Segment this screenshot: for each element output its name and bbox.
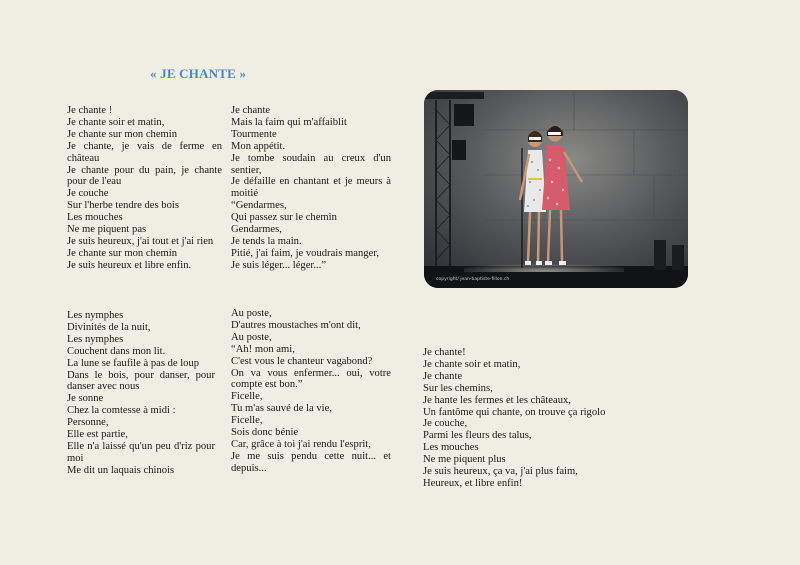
verse-line: Les mouches [67,212,123,224]
verse-line: Je chante soir et matin, [67,116,165,128]
verse-line: Je chante sur mon chemin [67,128,178,140]
verse-line: Je chante [423,370,463,382]
verse-line: Dans le bois, pour danser, pour danser avec nous [67,369,215,393]
verse-line: Qui passez sur le chemin [231,212,337,224]
verse-line: Je défaille en chantant et je meurs à moitié [231,176,391,200]
verse-5 [423,347,633,490]
verse-line: Parmi les fleurs des talus, [423,430,532,442]
verse-line: Je tombe soudain au creux d'un sentier, [231,152,391,176]
page-title: « JE CHANTE » [150,66,247,81]
verse-line: Chez la comtesse à midi : [67,405,176,417]
verse-line: On va vous enfermer... oui, votre compte est bon.” [231,367,391,391]
verse-line: Je chante! [423,347,466,358]
photo-credit: copyright/ jean-baptiste-fillon.ch [436,277,510,282]
verse-line: Ficelle, [231,391,263,403]
verse-line: Je chante pour du pain, je chante pour de l'eau [67,164,222,188]
verse-line: Tourmente [231,128,277,140]
verse-1 [67,105,222,272]
verse-line: D'autres moustaches m'ont dit, [231,319,361,331]
verse-line: Au poste, [231,308,272,319]
verse-line: Les nymphes [67,333,124,345]
verse-line: Ficelle, [231,415,263,427]
verse-line: Ne me piquent plus [423,454,506,466]
verse-line: Heureux, et libre enfin! [423,477,523,489]
verse-line: Couchent dans mon lit. [67,345,166,357]
verse-line: Je suis léger... léger...” [231,259,327,271]
verse-line: Un fantôme qui chante, on trouve ça rigolo [423,406,606,418]
verse-line: Je chante soir et matin, [423,358,521,370]
verse-line: Je tends la main. [231,235,302,247]
verse-4 [231,308,391,475]
verse-line: Sur l'herbe tendre des bois [67,200,179,212]
verse-line: Mon appétit. [231,140,286,152]
verse-line: “Ah! mon ami, [231,343,295,355]
verse-line: Les nymphes [67,310,124,321]
verse-line: Pitié, j'ai faim, je voudrais manger, [231,247,379,259]
verse-line: Je chante [231,105,271,116]
stage-photo-illustration [424,90,688,288]
verse-line: Elle n'a laissé qu'un peu d'riz pour moi [67,440,215,464]
verse-line: Car, grâce à toi j'ai rendu l'esprit, [231,438,371,450]
verse-line: Divinités de la nuit, [67,321,151,333]
verse-line: Je couche, [423,418,468,430]
verse-line: Tu m'as sauvé de la vie, [231,403,332,415]
verse-line: Je hante les fermes et les châteaux, [423,394,571,406]
verse-line: La lune se faufile à pas de loup [67,357,200,369]
verse-line: Mais la faim qui m'affaiblit [231,116,347,128]
verse-line: Je suis heureux et libre enfin. [67,259,192,271]
verse-3 [67,310,215,477]
verse-line: C'est vous le chanteur vagabond? [231,355,373,367]
stage-photo [424,90,688,288]
verse-line: Je chante ! [67,105,113,116]
verse-2 [231,105,391,272]
verse-line: Ne me piquent pas [67,224,147,236]
verse-line: Me dit un laquais chinois [67,464,175,476]
verse-line: Je suis heureux, j'ai tout et j'ai rien [67,235,214,247]
verse-line: “Gendarmes, [231,200,287,212]
verse-line: Sois donc bénie [231,427,299,439]
verse-line: Je chante sur mon chemin [67,247,178,259]
verse-line: Je chante, je vais de ferme en château [67,140,222,164]
verse-line: Je sonne [67,393,104,405]
verse-line: Elle est partie, [67,429,128,441]
verse-line: Au poste, [231,331,272,343]
verse-line: Je couche [67,188,109,200]
verse-line: Je me suis pendu cette nuit... et depuis... [231,450,391,474]
verse-line: Les mouches [423,442,479,454]
verse-line: Sur les chemins, [423,382,493,394]
verse-line: Personne, [67,417,109,429]
verse-line: Je suis heureux, ça va, j'ai plus faim, [423,466,578,478]
verse-line: Gendarmes, [231,224,282,236]
